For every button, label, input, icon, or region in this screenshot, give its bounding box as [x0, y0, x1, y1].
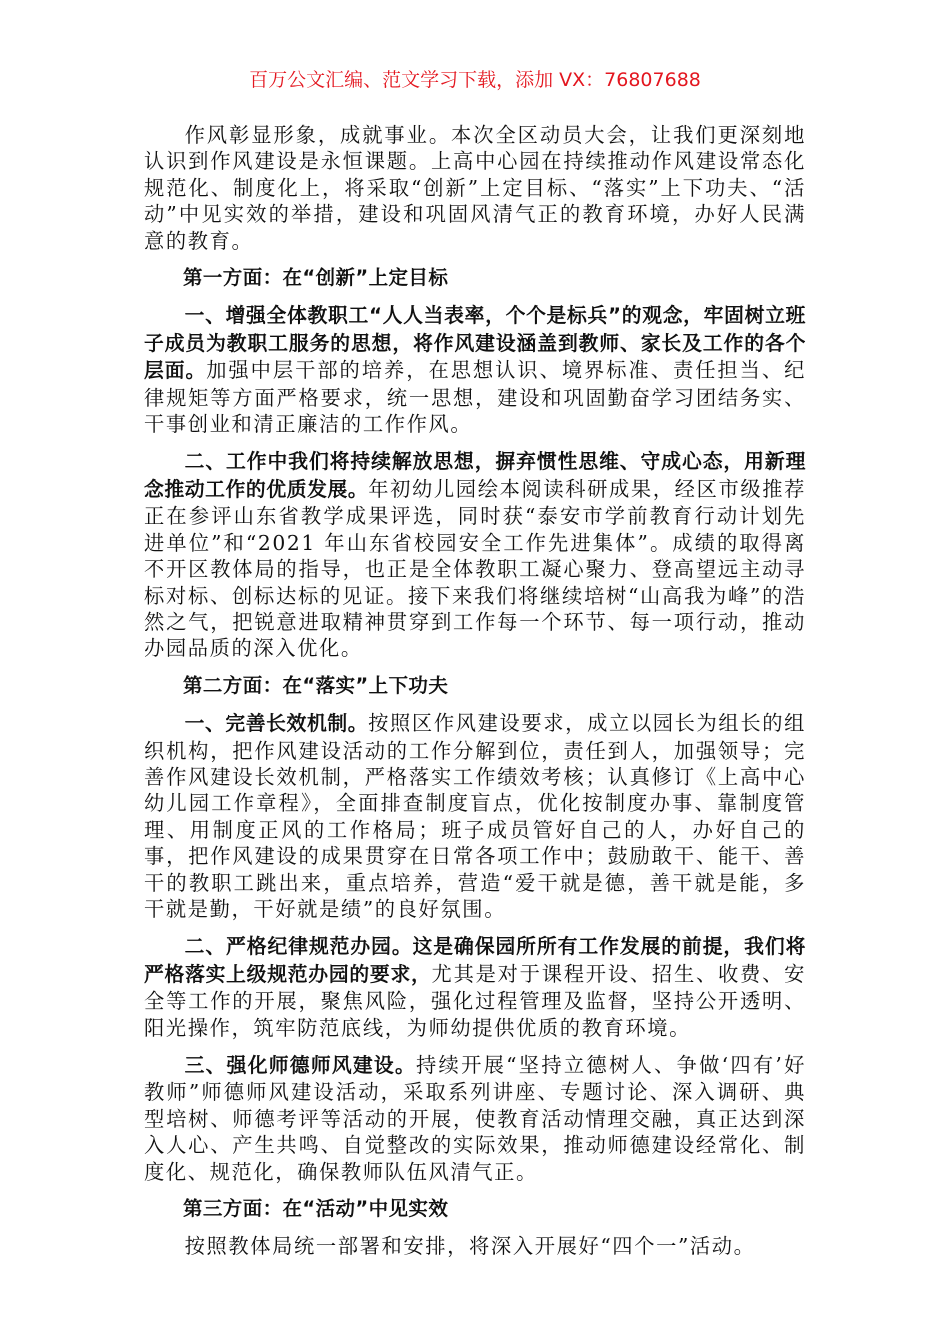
- section-2-item-2: [144, 933, 806, 1041]
- section-3-item-1: [144, 1233, 806, 1260]
- item-text: 尤其是对于课程开设、招生、收费、安全等工作的开展，聚焦风险，强化过程管理及监督，坚持公开透明、阳光操作，筑牢防范底线，为师幼提供优质的教育环境。: [144, 961, 807, 1040]
- watermark-header: 百万公文汇编、范文学习下载，添加 VX：76807688: [249, 69, 701, 91]
- section-1-item-1: [144, 302, 806, 437]
- document-body: [144, 122, 806, 1272]
- item-text: 按照教体局统一部署和安排，将深入开展好“四个一”活动。: [184, 1234, 756, 1259]
- item-lead: 二、严格纪律规范办园。这是确保园所所有工作发展的前提，我们将严格落实上级规范办园的要求，: [144, 935, 806, 986]
- item-lead: 二、工作中我们将持续解放思想，摒弃惯性思维、守成心态，用新理念推动工作的优质发展。: [144, 450, 806, 501]
- item-text: 年初幼儿园绘本阅读科研成果，经区市级推荐正在参评山东省教学成果评选，同时获“泰安市学前教育行动计划先进单位”和“2021 年山东省校园安全工作先进集体”。成绩的取得离不开区教体局的指导，也正是全体教职工凝心聚力、登高望远主动寻标对标、创标达标的见证。接下来我们将继续培树“山高我为峰”的浩然之气，把锐意进取精神贯穿到工作每一个环节、每一项行动，推动办园品质的深入优化。: [144, 476, 806, 661]
- item-text: 加强中层干部的培养，在思想认识、境界标准、责任担当、纪律规矩等方面严格要求，统一思想，建设和巩固勤奋学习团结务实、干事创业和清正廉洁的工作作风。: [144, 358, 806, 437]
- intro-paragraph: 作风彰显形象，成就事业。本次全区动员大会，让我们更深刻地认识到作风建设是永恒课题。上高中心园在持续推动作风建设常态化规范化、制度化上，将采取“创新”上定目标、“落实”上下功夫、“活动”中见实效的举措，建设和巩固风清气正的教育环境，办好人民满意的教育。: [144, 123, 806, 253]
- section-2-item-1: [144, 710, 806, 922]
- section-2-item-3: [144, 1052, 806, 1185]
- item-lead: 一、完善长效机制。: [184, 712, 369, 736]
- section-heading-1: 第一方面：在“创新”上定目标: [183, 266, 449, 290]
- section-heading-3: 第三方面：在“活动”中见实效: [183, 1197, 449, 1221]
- item-lead: 三、强化师德师风建设。: [184, 1054, 417, 1077]
- item-text: 按照区作风建设要求，成立以园长为组长的组织机构，把作风建设活动的工作分解到位，责任到人，加强领导；完善作风建设长效机制，严格落实工作绩效考核；认真修订《上高中心幼儿园工作章程》，全面排查制度盲点，优化按制度办事、靠制度管理、用制度正风的工作格局；班子成员管好自己的人，办好自己的事，把作风建设的成果贯穿在日常各项工作中；鼓励敢干、能干、善干的教职工跳出来，重点培养，营造“爱干就是德，善干就是能，多干就是勤，干好就是绩”的良好氛围。: [144, 711, 806, 921]
- section-heading-2: 第二方面：在“落实”上下功夫: [183, 673, 449, 697]
- item-lead: 一、增强全体教职工“人人当表率，个个是标兵”的观念，牢固树立班子成员为教职工服务的思想，将作风建设涵盖到教师、家长及工作的各个层面。: [144, 304, 806, 383]
- item-text: 持续开展“坚持立德树人、争做‘四有’好教师”师德师风建设活动，采取系列讲座、专题讨论、深入调研、典型培树、师德考评等活动的开展，使教育活动情理交融，真正达到深入人心、产生共鸣、自觉整改的实际效果，推动师德建设经常化、制度化、规范化，确保教师队伍风清气正。: [144, 1053, 806, 1184]
- section-1-item-2: [144, 448, 806, 661]
